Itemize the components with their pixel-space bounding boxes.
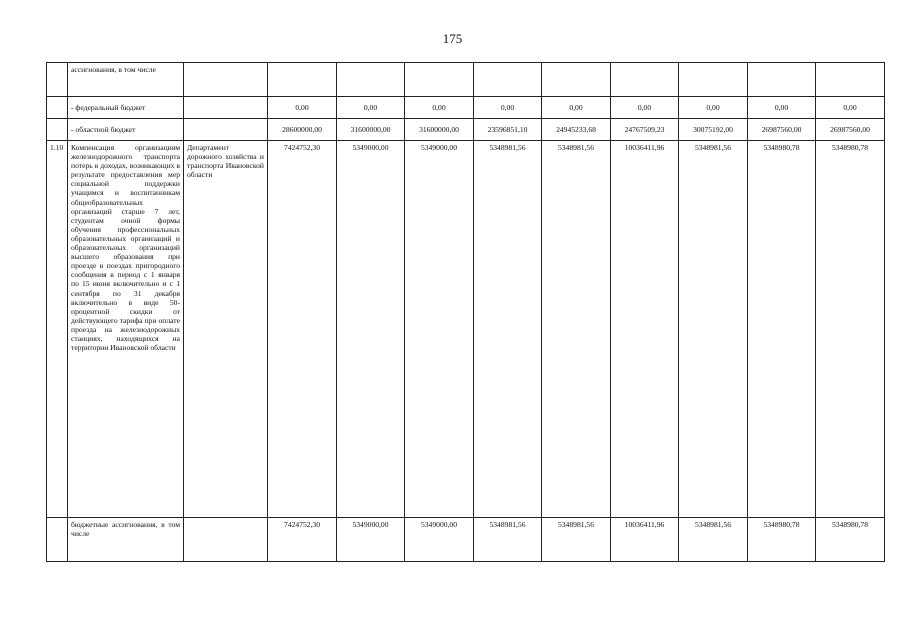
- value-cell: 28600000,00: [268, 119, 337, 141]
- value-cell: [611, 63, 679, 97]
- value-cell: 5348981,56: [679, 518, 748, 562]
- value-cell: 5348981,56: [474, 141, 542, 518]
- page-number: 175: [442, 31, 463, 46]
- table-row: [47, 63, 885, 97]
- value-cell: 0,00: [542, 97, 611, 119]
- value-cell: 5348980,78: [748, 141, 816, 518]
- row-executor-cell: Департамент дорожного хозяйства и транспорта Ивановской области: [184, 141, 268, 518]
- value-cell: 0,00: [405, 97, 474, 119]
- table-row: [47, 518, 885, 562]
- row-code-cell: [47, 119, 68, 141]
- row-name-cell: - областной бюджет: [68, 119, 184, 141]
- row-code-cell: [47, 97, 68, 119]
- table-row: [47, 97, 885, 119]
- value-cell: 26987560,00: [748, 119, 816, 141]
- value-cell: 0,00: [748, 97, 816, 119]
- value-cell: 7424752,30: [268, 141, 337, 518]
- value-cell: 24767509,23: [611, 119, 679, 141]
- value-cell: 5348980,78: [748, 518, 816, 562]
- value-cell: 31600000,00: [405, 119, 474, 141]
- value-cell: [748, 63, 816, 97]
- row-code-cell: [47, 63, 68, 97]
- row-executor-cell: [184, 518, 268, 562]
- row-executor-cell: [184, 63, 268, 97]
- value-cell: 5348980,78: [816, 518, 885, 562]
- value-cell: [474, 63, 542, 97]
- row-code-cell: [47, 518, 68, 562]
- value-cell: 5349000,00: [337, 141, 405, 518]
- value-cell: [679, 63, 748, 97]
- value-cell: 5348981,56: [474, 518, 542, 562]
- value-cell: 30075192,00: [679, 119, 748, 141]
- value-cell: 0,00: [679, 97, 748, 119]
- budget-table: [46, 62, 885, 562]
- value-cell: 5348981,56: [542, 141, 611, 518]
- value-cell: 0,00: [337, 97, 405, 119]
- value-cell: 10036411,96: [611, 141, 679, 518]
- row-executor-cell: [184, 119, 268, 141]
- table-row: [47, 119, 885, 141]
- value-cell: 5348981,56: [542, 518, 611, 562]
- value-cell: 10036411,96: [611, 518, 679, 562]
- value-cell: 5349000,00: [405, 518, 474, 562]
- value-cell: 0,00: [816, 97, 885, 119]
- row-name-cell: Компенсация организациям железнодорожного транспорта потерь в доходах, возникающих в результате предоставления мер социальной поддержки учащимся и воспитанникам общеобразовательных организаций старше 7 лет, студентам очной формы обучения профессиональных образовательных организаций и образовательных организаций высшего образования при проезде в поездах пригородного сообщения в период с 1 января по 15 июня включительно и с 1 сентября по 31 декабря включительно в виде 50-процентной скидки от действующего тарифа при оплате проезда на железнодорожных станциях, находящихся на территории Ивановской области: [68, 141, 184, 518]
- value-cell: 24945233,68: [542, 119, 611, 141]
- value-cell: 5349000,00: [405, 141, 474, 518]
- table-row: [47, 141, 885, 518]
- value-cell: 5348981,56: [679, 141, 748, 518]
- value-cell: 0,00: [474, 97, 542, 119]
- value-cell: 31600000,00: [337, 119, 405, 141]
- value-cell: [337, 63, 405, 97]
- row-code-cell: 1.10: [47, 141, 68, 518]
- value-cell: 5348980,78: [816, 141, 885, 518]
- value-cell: 23596851,10: [474, 119, 542, 141]
- value-cell: 0,00: [268, 97, 337, 119]
- value-cell: 7424752,30: [268, 518, 337, 562]
- row-name-cell: бюджетные ассигнования, в том числе: [68, 518, 184, 562]
- value-cell: 0,00: [611, 97, 679, 119]
- row-executor-cell: [184, 97, 268, 119]
- row-name-cell: ассигнования, в том числе: [68, 63, 184, 97]
- value-cell: [268, 63, 337, 97]
- value-cell: [542, 63, 611, 97]
- value-cell: 26987560,00: [816, 119, 885, 141]
- value-cell: [816, 63, 885, 97]
- row-name-cell: - федеральный бюджет: [68, 97, 184, 119]
- value-cell: 5349000,00: [337, 518, 405, 562]
- value-cell: [405, 63, 474, 97]
